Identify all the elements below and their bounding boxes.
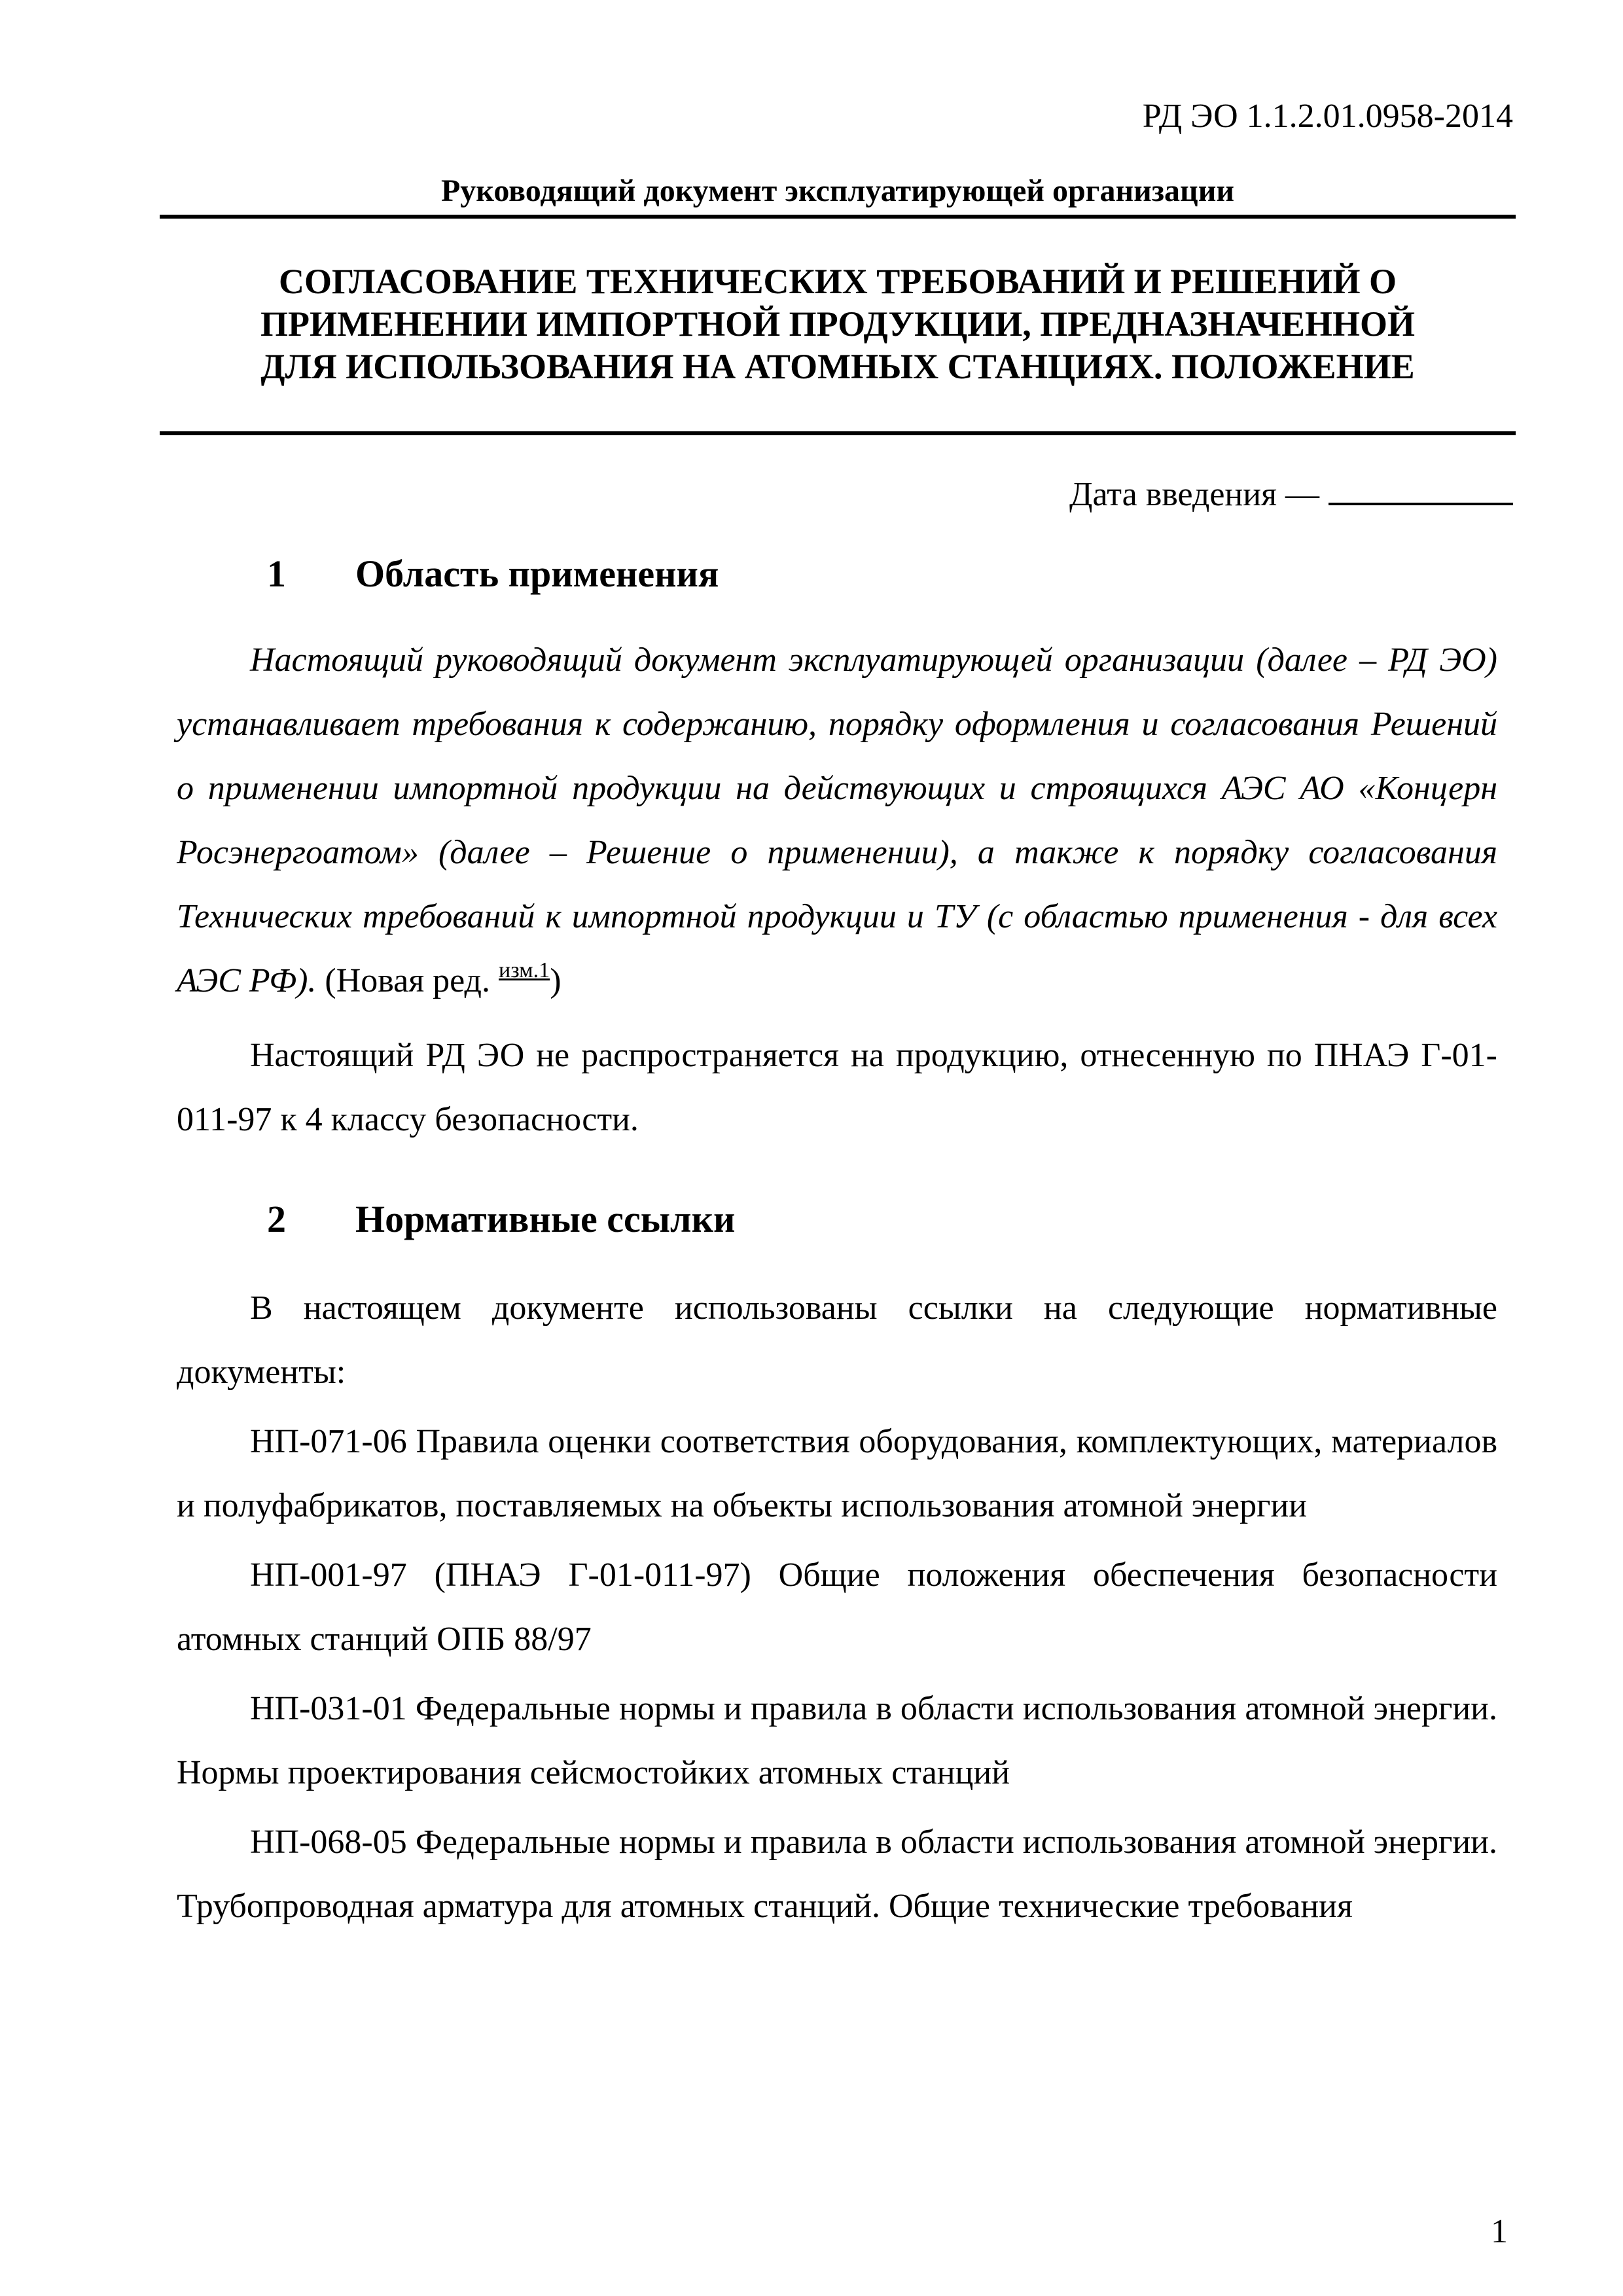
scope-paragraph [177, 628, 1497, 1013]
title-line: ПРИМЕНЕНИИ ИМПОРТНОЙ ПРОДУКЦИИ, ПРЕДНАЗНАЧЕННОЙ [260, 304, 1416, 344]
introduction-date-label: Дата введения — [1069, 476, 1319, 513]
exclusion-paragraph: Настоящий РД ЭО не распространяется на продукцию, отнесенную по ПНАЭ Г-01-011-97 к 4 классу безопасности. [177, 1037, 1497, 1138]
section-number: 2 [267, 1198, 286, 1240]
section-title: Область применения [355, 552, 719, 595]
title-line: СОГЛАСОВАНИЕ ТЕХНИЧЕСКИХ ТРЕБОВАНИЙ И РЕШЕНИЙ О [278, 262, 1397, 301]
introduction-date-blank [1329, 470, 1513, 505]
section-number: 1 [267, 552, 286, 595]
scope-paragraph-text: Настоящий руководящий документ эксплуатирующей организации (далее – РД ЭО) устанавливает требования к содержанию, порядку оформления и согласования Решений о применении импортной продукции на действующих и строящихся АЭС АО «Концерн Росэнергоатом» (далее – Решение о применении), а также к порядку согласования Технических требований к импортной продукции и ТУ (с областью применения - для всех АЭС РФ). [177, 641, 1497, 999]
revision-note-open: (Новая ред. [316, 962, 499, 999]
document-code: РД ЭО 1.1.2.01.0958-2014 [1142, 98, 1513, 135]
reference-item: НП-031-01 Федеральные нормы и правила в области использования атомной энергии. Нормы проектирования сейсмостойких атомных станций [177, 1690, 1497, 1791]
reference-item: НП-001-97 (ПНАЭ Г-01-011-97) Общие положения обеспечения безопасности атомных станций ОПБ 88/97 [177, 1556, 1497, 1658]
document-title [160, 260, 1516, 388]
references-intro: В настоящем документе использованы ссылки на следующие нормативные документы: [177, 1289, 1497, 1391]
reference-item: НП-068-05 Федеральные нормы и правила в области использования атомной энергии. Трубопроводная арматура для атомных станций. Общие технические требования [177, 1823, 1497, 1925]
section-title: Нормативные ссылки [355, 1198, 736, 1240]
bottom-divider [160, 431, 1516, 435]
section-1-body [177, 628, 1497, 1152]
section-2-body [177, 1276, 1497, 1944]
top-divider [160, 215, 1516, 219]
revision-note-close: ) [550, 962, 562, 999]
page-number: 1 [1491, 2213, 1508, 2250]
revision-footnote-link[interactable]: изм.1 [499, 958, 550, 982]
title-line: ДЛЯ ИСПОЛЬЗОВАНИЯ НА АТОМНЫХ СТАНЦИЯХ. ПОЛОЖЕНИЕ [260, 347, 1415, 386]
section-1-heading [267, 551, 719, 597]
reference-item: НП-071-06 Правила оценки соответствия оборудования, комплектующих, материалов и полуфабрикатов, поставляемых на объекты использования атомной энергии [177, 1423, 1497, 1524]
document-type-heading: Руководящий документ эксплуатирующей организации [440, 173, 1235, 208]
section-2-heading [267, 1196, 735, 1242]
introduction-date [1069, 470, 1513, 515]
